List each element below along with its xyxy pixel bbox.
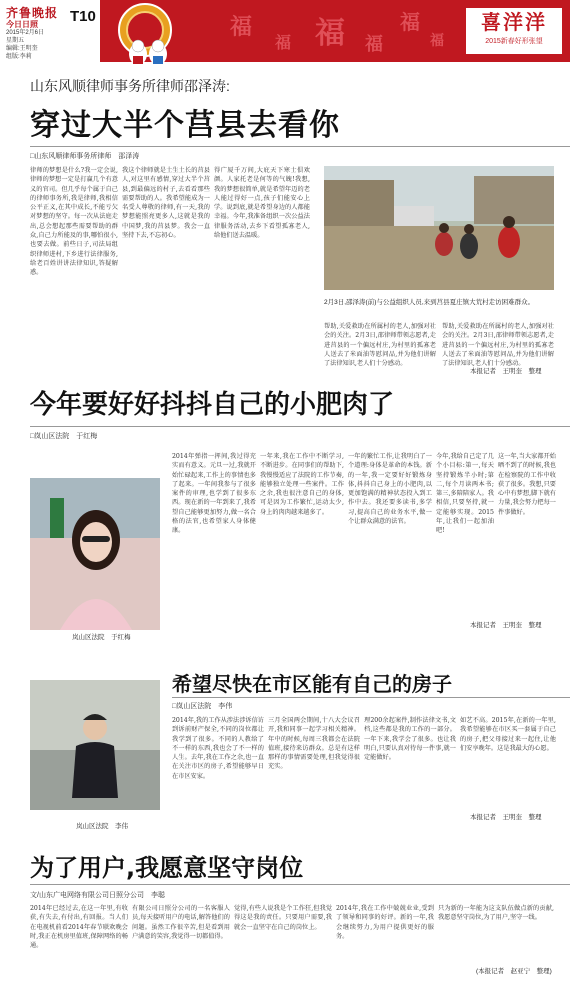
divider [30,884,570,885]
article1-headline: 穿过大半个莒县去看你 [30,108,340,143]
article1-photo-scene [324,166,554,290]
article2-column: 一年的繁忙工作,让我明白了一个道理:身体是革命的本钱。新的一年,我一定要好好锻炼身体,抖抖自己身上的小肥肉,以更加饱满的精神状态投入到工作中去。我还要多读书,多学习,提高自己的业务水平,做一个让群众满意的法官。 [348,453,432,526]
article3-photo-portrait [30,680,160,810]
sheep-lantern-illustration [100,0,210,68]
article1-column: 帮助,关爱救助在所属村的老人,加强对社会的关注。2月3日,邵律师带领志愿者,走进莒县的一个偏远村庄,为村里的孤寡老人送去了米面油等慰问品,并为他们讲解了法律知识,老人们十分感动。 [442,323,554,368]
article3-headline: 希望尽快在市区能有自己的房子 [172,672,452,696]
article1-column: 我这个律师就是土生土长的莒县人,对这里有感情,穿过大半个莒县,到最偏远的村子,去看看那些需要帮助的人。我希望能成为一名受人尊敬的律师,有一天,我的梦想能照亮更多人,这就是我的中国梦,我的莒县梦。我会一直坚持下去,不忘初心。 [122,167,210,240]
page-number: T10 [70,8,96,25]
article2-photo-portrait [30,478,160,630]
divider [172,697,570,698]
newspaper-brand [6,4,64,61]
article2-headline: 今年要好好抖抖自己的小肥肉了 [30,390,395,420]
festive-section-subtitle: 2015新春好形张望 [485,38,543,45]
festive-section-badge [464,6,564,56]
article3-column: 如艺不高。2015年,在新的一年里,我希望能够在市区买一套属于自己的房子,把父母接过来一起住,让他们安享晚年。这是我最大的心愿。 [460,717,556,752]
article2-reporter: 本报记者 王明奎 整理 [470,622,542,629]
festive-banner [100,0,570,62]
article1-column: 得广厦千万间,大庇天下寒士俱欢颜。人家托老是何等的气魄!我想,我的梦想很简单,就是希望年迈的老人能过得好一点,孩子们能安心上学。说到底,就是希望身边的人都能幸福。今年,我准备组织一次公益法律服务活动,去乡下看望孤寡老人,给他们送去温暖。 [214,167,310,240]
article3-column: 理200余起案件,制作法律文书,文档,这些都是我的工作的一部分。一年下来,我学会了很多。也让我明白,只要认真对待每一件事,就一定能做好。 [364,717,456,762]
article4-reporter: (本报记者 赵亚宁 整理) [476,968,552,975]
article1-kicker: 山东风顺律师事务所律师邵泽涛: [30,78,230,94]
article4-headline: 为了用户,我愿意坚守岗位 [30,854,304,882]
fu-character: 福 [365,34,383,55]
article2-photo [30,478,160,630]
article1-column: 律师的梦想是什么?我一定会说,律师的梦想一定是打赢几个有意义的官司。但几乎每个属于自己的律师事务所,我是律师,我相信公平正义,在其中成长,不能亏欠对梦想的坚守。每一次从法庭走出,总会想起那些需要帮助的群众,自己力所能及的事,哪怕很小,也要去做。前些日子,司法局组织律师进村,下乡进行法律服务,给老百姓讲讲法律知识,答疑解惑。 [30,167,118,277]
masthead [0,0,580,72]
article3-column: 2014年,我的工作从涉法涉诉信访到诉前财产保全,不同的岗位都让我学到了很多。不同的人教给了不一样的东西,我也会了不一样的人生。去年,我在工作之余,也一直在关注市区的房子,希望能够早日在市区安家。 [172,717,264,780]
article3-reporter: 本报记者 王明奎 整理 [470,814,542,821]
article1-photo-caption: 2月3日,邵泽涛(前)与公益组织人员,来到莒县夏庄镇大荒村走访困难群众。 [324,299,535,306]
article4-column: 2014年已经过去,在这一年里,有收获,有失去,有付出,有回报。当人们在电视机前看2014年春节联欢晚会时,我正在机房里值班,保障网络的畅通。 [30,905,128,950]
article4-column: 只为新的一年能为这支队伍做点新的贡献,我愿意坚守岗位,为了用户,坚守一线。 [438,905,554,922]
issue-weekday: 星期五 [6,38,25,44]
layout-credit: 组版:李莉 [6,54,32,60]
article1-photo [324,166,554,290]
fu-character: 福 [315,16,345,51]
edition-name: 今日日照 [6,20,38,29]
article2-column: 2014年弹指一挥间,我过得充实而有意义。元旦一过,我就开始忙碌起来,工作上的事情也多了起来。一年间我参与了很多案件的审理,也学到了很多东西。现在新的一年到来了,我希望自己能够更加努力,做一名合格的法官,也希望家人身体健康。 [172,453,256,535]
article2-column: 一年来,我在工作中不断学习,不断进步。在同事们的帮助下,我慢慢适应了法院的工作节奏,能够独立处理一些案件。工作之余,我也很注意自己的身体,可是因为工作繁忙,运动太少,身上的肉肉越来越多了。 [260,453,344,516]
article1-column: 帮助,关爱救助在所属村的老人,加强对社会的关注。2月3日,邵律师带领志愿者,走进莒县的一个偏远村庄,为村里的孤寡老人送去了米面油等慰问品,并为他们讲解了法律知识,老人们十分感动。 [324,323,436,368]
article4-column: 有限公司日照分公司的一名客服人员,每天接听用户的电话,解答他们的问题。虽然工作很辛苦,但是看到用户满意的笑容,我觉得一切都值得。 [132,905,230,940]
fu-character: 福 [230,14,253,40]
divider [30,426,570,427]
article3-photo [30,680,160,810]
article4-column: 觉得,有些人说我是个工作狂,但我觉得这是我的责任。只要用户需要,我就会一直坚守在自己的岗位上。 [234,905,332,931]
article3-byline: □岚山区法院 李伟 [172,703,233,710]
issue-date: 2015年2月6日 [6,30,45,36]
article2-column: 今年,我给自己定了几个小目标:第一,每天坚持锻炼半小时;第二,每个月读两本书;第三,多陪陪家人。我相信,只要坚持,就一定能够实现。2015年,让我们一起加油吧! [436,453,494,535]
article2-photo-caption: 岚山区法院 于红梅 [72,634,131,641]
divider [30,146,570,147]
article3-photo-caption: 岚山区法院 李伟 [76,823,128,830]
newspaper-logo: 齐鲁晚报 [6,6,59,20]
article4-byline: 文/山东广电网络有限公司日照分公司 李聪 [30,892,165,899]
fu-character: 福 [275,33,292,52]
article1-byline: □山东风顺律师事务所律师 邵泽涛 [30,153,140,160]
article2-byline: □岚山区法院 于红梅 [30,433,98,440]
editor-credit: 编辑:王明奎 [6,46,38,52]
festive-section-title: 喜洋洋 [481,10,547,34]
article4-column: 2014年,我在工作中兢兢业业,受到了领导和同事的好评。新的一年,我会继续努力,为用户提供更好的服务。 [336,905,434,940]
article1-reporter: 本报记者 王明奎 整理 [470,368,542,375]
article3-column: 三月全国两会期间,十八大会议召开,我和同事一起学习相关精神。年中的时候,每周三我都会在法院值班,接待来访群众。总是有这样那样的事情需要处理,但我觉得很充实。 [268,717,360,771]
article2-column: 这一年,当大家都开始晒不到了的时候,我也在检察院的工作中收获了很多。我想,只要心中有梦想,脚下就有力量,我会努力把每一件事做好。 [498,453,556,516]
fu-character: 福 [430,33,444,49]
fu-character: 福 [400,10,420,34]
